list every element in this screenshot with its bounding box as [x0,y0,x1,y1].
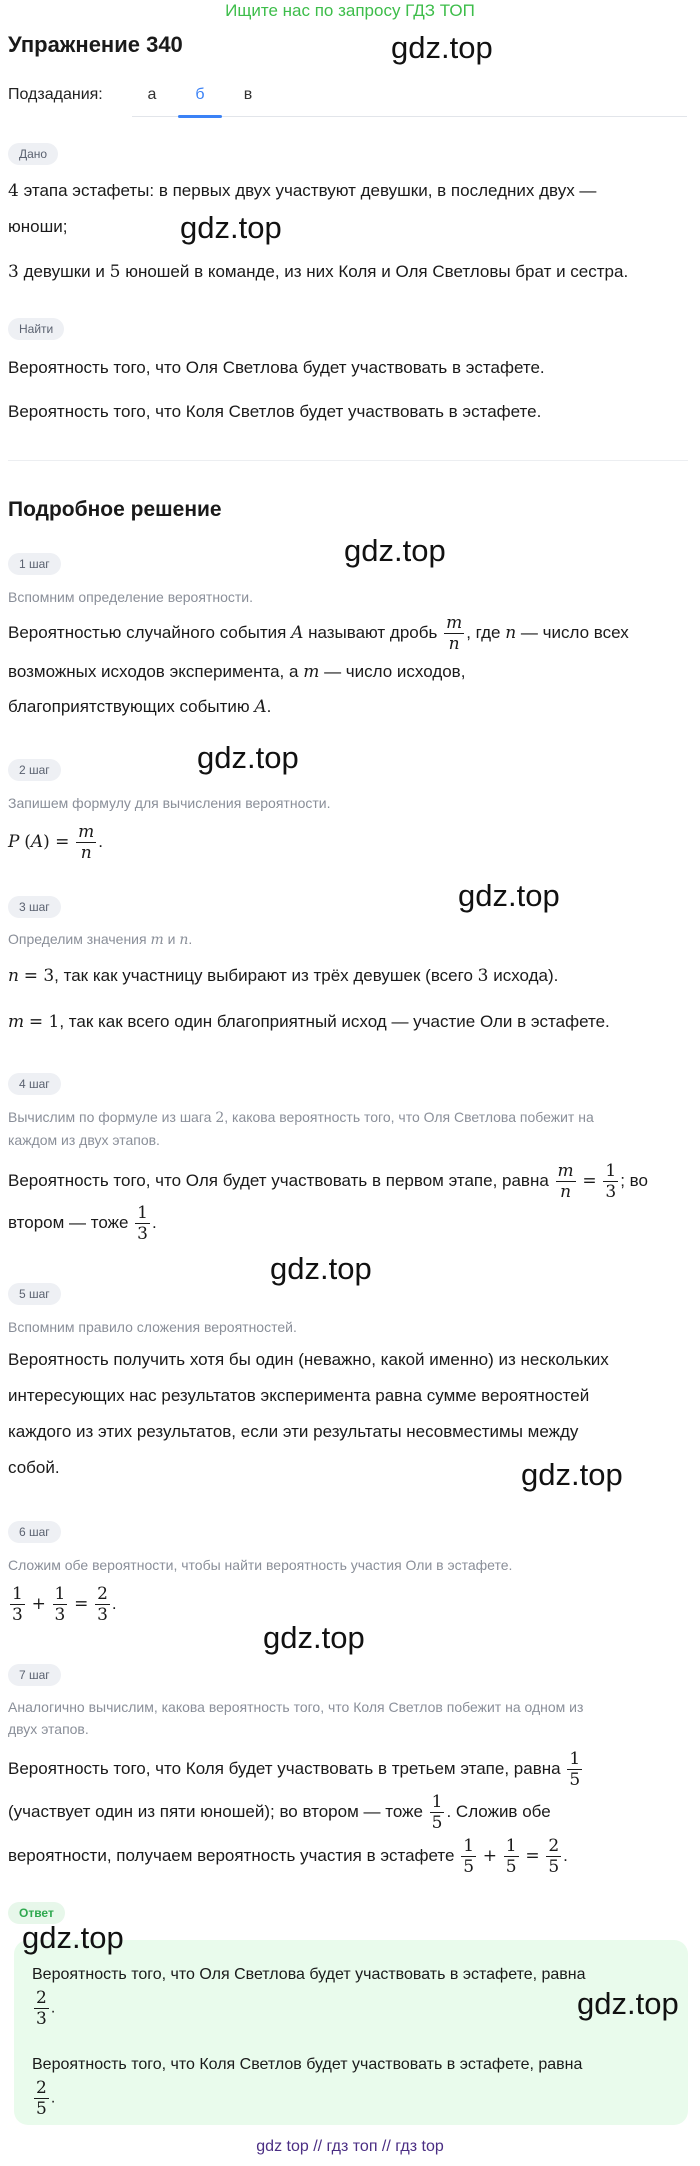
page-title: Упражнение 340 [8,32,183,57]
step-4-line-1: Вероятность того, что Оля будет участвовать в первом этапе, равна $\frac{m}{n}$ = $\frac{1}{3}$ ; во [8,1161,648,1203]
step-7-line-1: Вероятность того, что Коля будет участвовать в третьем этапе, равна $\frac{1}{5}$ [8,1749,581,1791]
step-7-pill: 7 шаг [8,1664,61,1686]
active-tab-indicator [178,115,222,118]
step-6-formula: $\frac{1}{3}$ + $\frac{1}{3}$ = $\frac{2}{3}$ . [12,1584,117,1626]
subtask-tabs [132,78,687,117]
tab-b[interactable]: б [195,86,205,103]
step-6-hint: Сложим обе вероятности, чтобы найти вероятность участия Оли в эстафете. [8,1557,513,1573]
step-2-hint: Запишем формулу для вычисления вероятности. [8,795,331,811]
watermark: gdz.top [458,878,560,913]
step-5-hint: Вспомним правило сложения вероятностей. [8,1319,297,1335]
step-7-line-2: (участвует один из пяти юношей); во втором — тоже $\frac{1}{5}$ . Сложив обе [8,1792,551,1834]
find-question-2: Вероятность того, что Коля Светлов будет участвовать в эстафете. [8,402,542,421]
watermark: gdz.top [391,30,493,65]
step-5-line-2: интересующих нас результатов эксперимента равна сумме вероятностей [8,1386,590,1405]
step-6-pill: 6 шаг [8,1521,61,1543]
step-4-pill: 4 шаг [8,1073,61,1095]
footer-links[interactable]: gdz top // гдз топ // гдз top [256,2138,444,2155]
fraction-m-over-n: $\frac{m}{n}$ [446,613,463,655]
watermark: gdz.top [180,210,282,245]
watermark: gdz.top [344,533,446,568]
step-2-pill: 2 шаг [8,759,61,781]
step-5-line-4: собой. [8,1458,60,1477]
watermark: gdz.top [577,1986,679,2021]
given-line-1: 4 этапа эстафеты: в первых двух участвуют девушки, в последних двух — [8,181,597,201]
step-5-pill: 5 шаг [8,1283,61,1305]
find-question-1: Вероятность того, что Оля Светлова будет участвовать в эстафете. [8,358,545,377]
answer-pill: Ответ [8,1902,65,1924]
step-7-hint: Аналогично вычислим, какова вероятность того, что Коля Светлов побежит на одном из двух этапов. [8,1699,584,1737]
step-3-line-2: m = 1, так как всего один благоприятный исход — участие Оли в эстафете. [8,1012,610,1032]
tab-v[interactable]: в [243,86,253,103]
watermark: gdz.top [197,740,299,775]
step-1-line-1: Вероятностью случайного события A называют дробь $\frac{m}{n}$ , где n — число всех [8,613,629,655]
given-line-1-cont: юноши; [8,217,68,236]
answer-line-2: Вероятность того, что Коля Светлов будет участвовать в эстафете, равна $\frac{2}{5}$ . [32,2056,583,2119]
tab-a[interactable]: а [147,86,157,103]
watermark: gdz.top [22,1920,124,1955]
step-5-line-3: каждого из этих результатов, если эти результаты несовместимы между [8,1422,579,1441]
given-pill: Дано [8,143,58,165]
step-3-line-1: n = 3, так как участницу выбирают из трёх девушек (всего 3 исхода). [8,966,559,986]
step-3-hint: Определим значения m и n. [8,931,193,948]
step-1-hint: Вспомним определение вероятности. [8,589,253,605]
divider [8,460,688,461]
watermark: gdz.top [270,1251,372,1286]
find-pill: Найти [8,318,64,340]
step-4-line-2: втором — тоже $\frac{1}{3}$ . [8,1203,157,1245]
step-1-line-2: возможных исходов эксперимента, а m — число исходов, [8,662,466,682]
watermark: gdz.top [521,1457,623,1492]
step-5-line-1: Вероятность получить хотя бы один (неважно, какой именно) из нескольких [8,1350,609,1369]
step-4-hint: Вычислим по формуле из шага 2, какова вероятность того, что Оля Светлова побежит на каждом из двух этапов. [8,1109,594,1148]
answer-line-1: Вероятность того, что Оля Светлова будет участвовать в эстафете, равна $\frac{2}{3}$ . [32,1966,586,2029]
step-7-line-3: вероятности, получаем вероятность участия в эстафете $\frac{1}{5}$ + $\frac{1}{5}$ = $\frac{2}{5}$ . [8,1836,568,1878]
step-3-pill: 3 шаг [8,896,61,918]
solution-title: Подробное решение [8,498,222,521]
watermark: gdz.top [263,1620,365,1655]
given-line-2: 3 девушки и 5 юношей в команде, из них Коля и Оля Светловы брат и сестра. [8,262,629,282]
step-1-pill: 1 шаг [8,553,61,575]
step-2-formula: P (A) = $\frac{m}{n}$ . [8,822,103,864]
subtasks-label: Подзадания: [8,86,103,103]
step-1-line-3: благоприятствующих событию A. [8,697,272,717]
search-banner: Ищите нас по запросу ГДЗ ТОП [225,1,475,20]
